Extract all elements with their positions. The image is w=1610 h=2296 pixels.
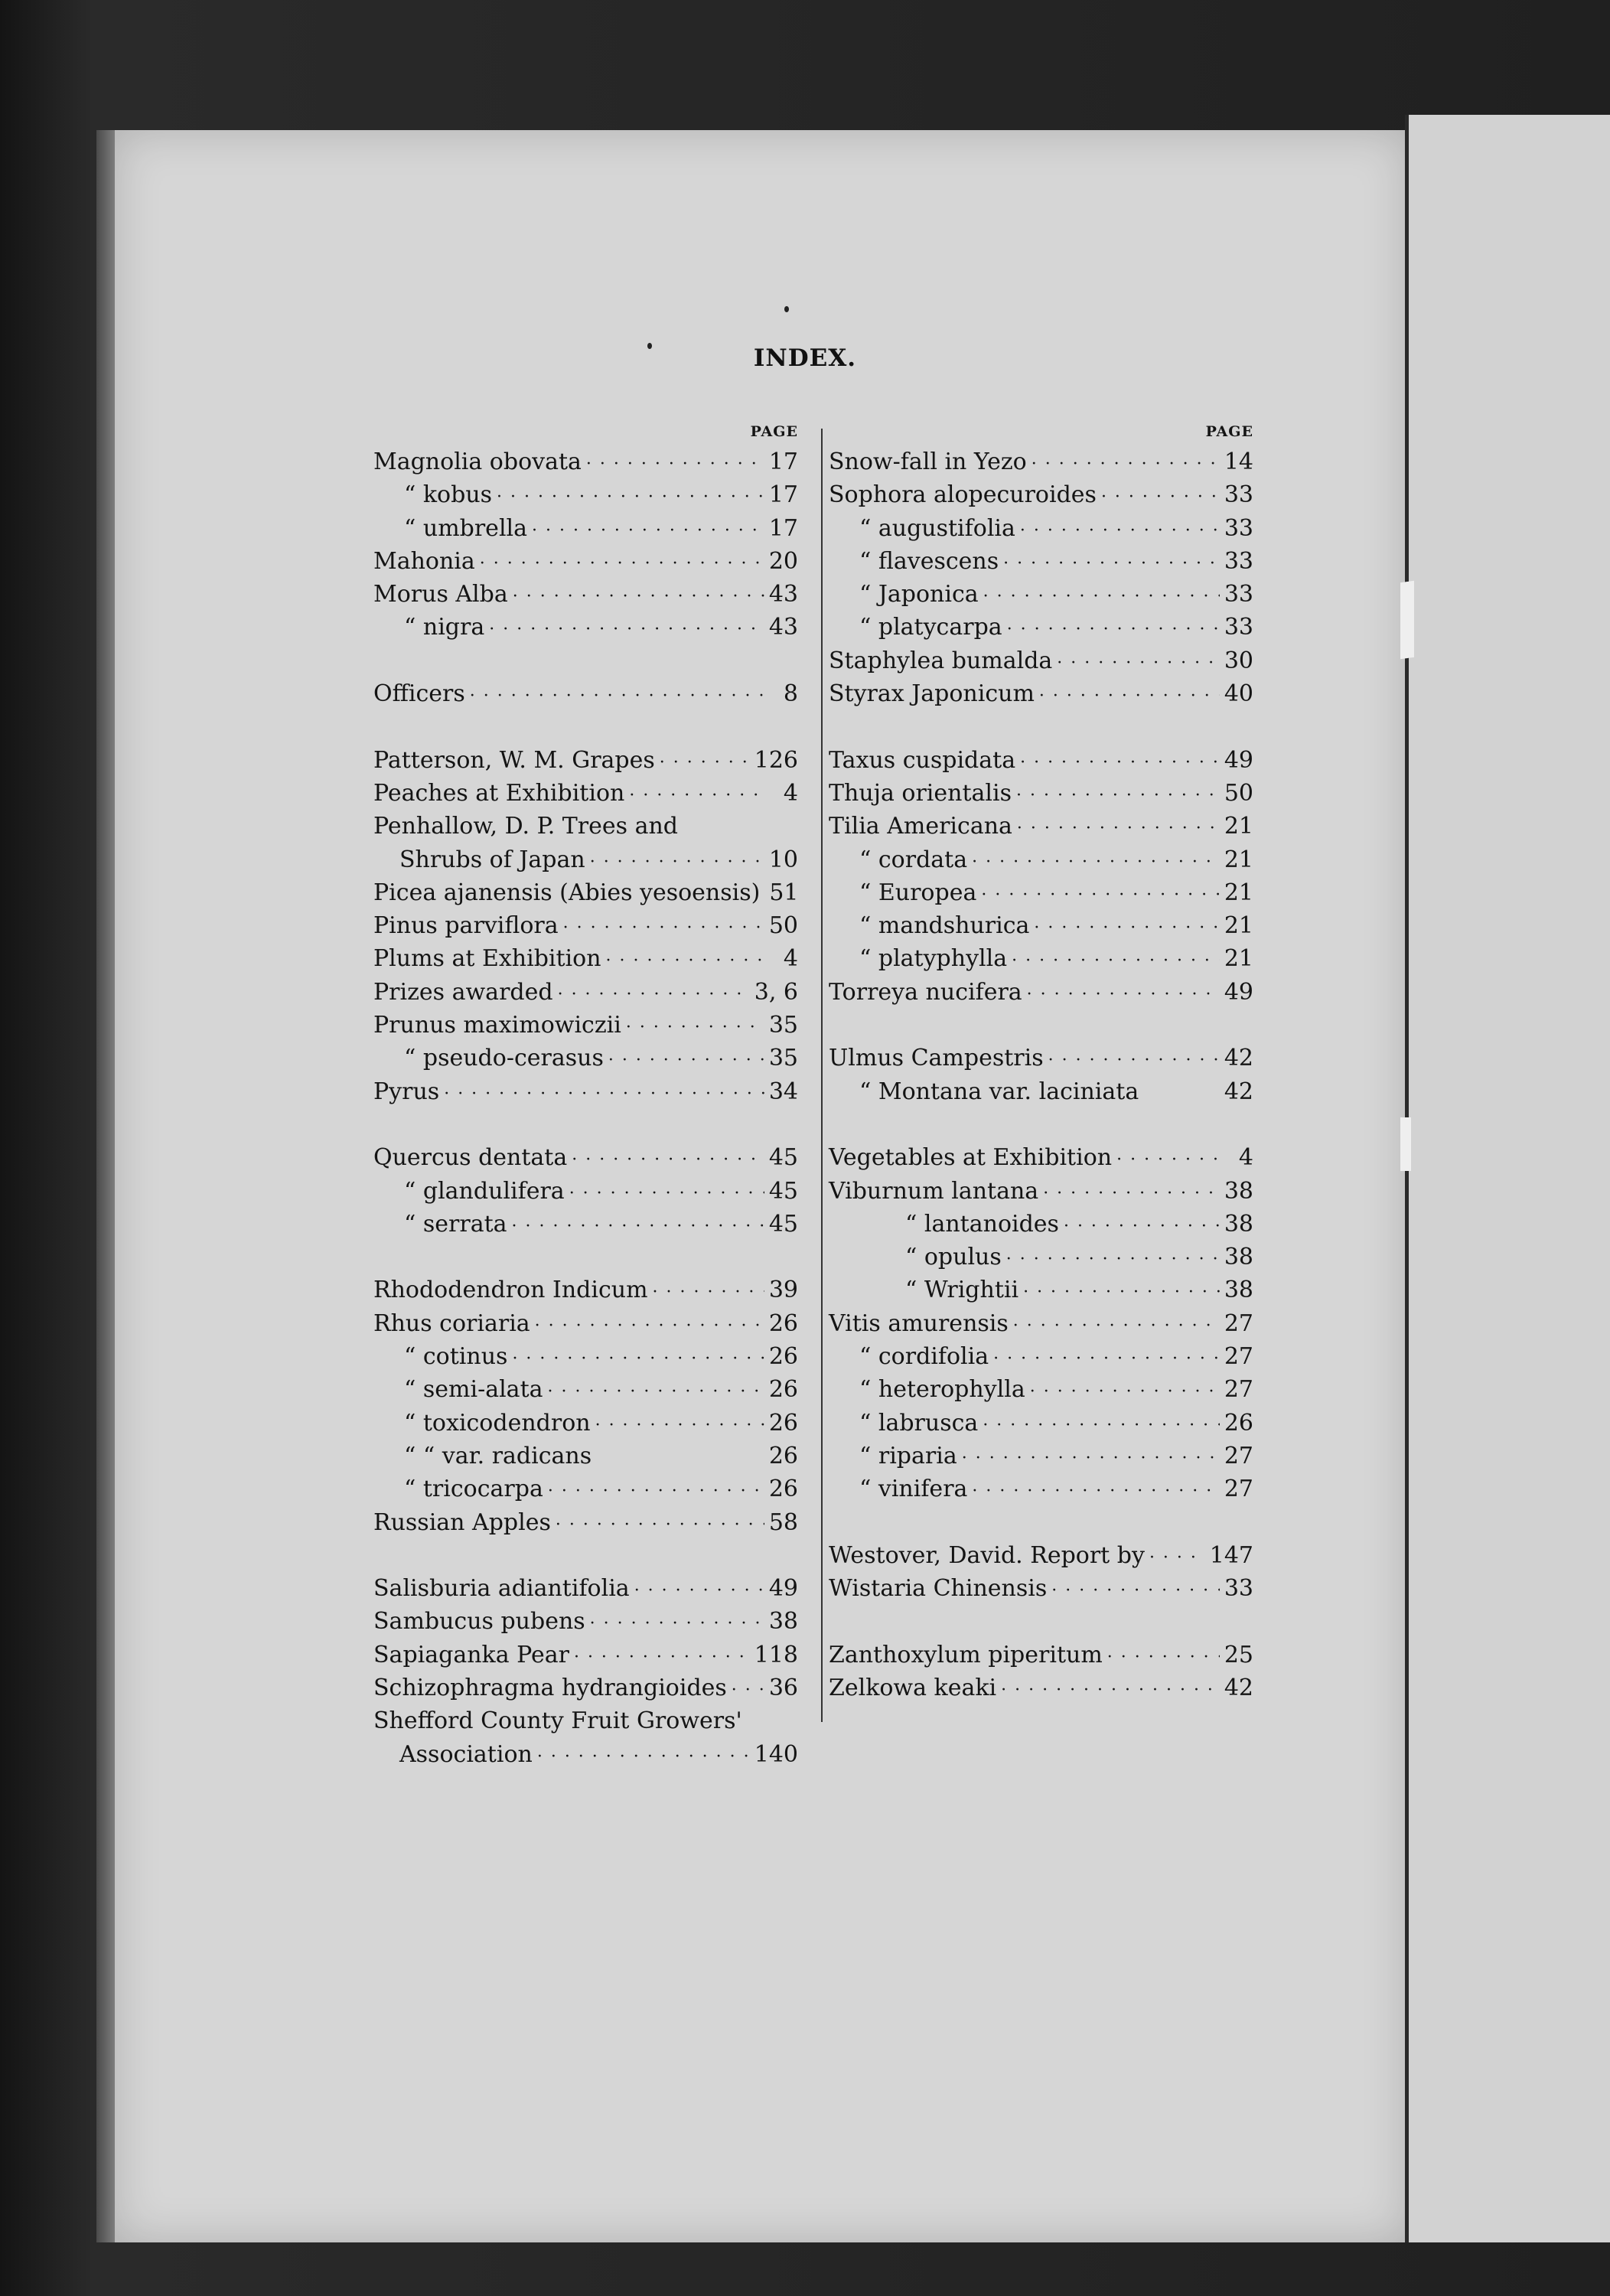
- index-entry: [829, 445, 1253, 478]
- entry-page-number: 147: [1209, 1541, 1253, 1569]
- index-entry: [373, 1175, 798, 1208]
- index-entry: [829, 578, 1253, 611]
- index-entry: [829, 1373, 1253, 1406]
- entry-label: Ulmus Campestris: [829, 1045, 1044, 1072]
- index-spacer: [373, 1539, 798, 1572]
- index-entry: [829, 512, 1253, 545]
- entry-page-number: 21: [1224, 945, 1253, 973]
- entry-label: “ cordata: [859, 846, 968, 873]
- index-entry: [829, 909, 1253, 942]
- entry-page-number: 26: [768, 1343, 798, 1371]
- leader-dots: [1012, 944, 1220, 977]
- leader-dots: [590, 1607, 764, 1640]
- leader-dots: [1064, 1210, 1220, 1243]
- entry-page-number: 17: [768, 481, 798, 509]
- entry-label: Shrubs of Japan: [399, 846, 585, 873]
- index-entry: [829, 744, 1253, 777]
- index-spacer: [829, 1009, 1253, 1042]
- entry-label: Vegetables at Exhibition: [829, 1144, 1113, 1172]
- leader-dots: [981, 879, 1219, 912]
- entry-page-number: 38: [1224, 1277, 1253, 1304]
- entry-label: Plums at Exhibition: [373, 945, 601, 973]
- leader-dots: [569, 1177, 764, 1210]
- index-entry: [373, 512, 798, 545]
- index-entry: [373, 1572, 798, 1605]
- column-divider: [821, 429, 823, 1722]
- entry-page-number: 4: [783, 945, 798, 973]
- entry-page-number: 33: [1224, 481, 1253, 509]
- leader-dots: [444, 1078, 764, 1110]
- index-entry: [829, 1671, 1253, 1704]
- index-spacer: [373, 1108, 798, 1141]
- entry-label: Sophora alopecuroides: [829, 481, 1097, 509]
- entry-page-number: 26: [768, 1376, 798, 1404]
- entry-label: “ Japonica: [859, 581, 979, 608]
- leader-dots: [1007, 613, 1220, 646]
- entry-label: “ vinifera: [859, 1476, 968, 1503]
- index-column-right: [829, 418, 1253, 1704]
- entry-label: “ augustifolia: [859, 514, 1015, 542]
- index-entry: [373, 976, 798, 1009]
- entry-page-number: 33: [1224, 547, 1253, 575]
- entry-label: Peaches at Exhibition: [373, 779, 625, 807]
- entry-label: “ flavescens: [859, 547, 999, 575]
- index-entry: [829, 1274, 1253, 1306]
- entry-page-number: 3, 6: [754, 978, 798, 1006]
- entry-label: “ pseudo-cerasus: [404, 1045, 604, 1072]
- leader-dots: [535, 1309, 764, 1342]
- entry-label: Torreya nucifera: [829, 978, 1022, 1006]
- index-entry: [373, 578, 798, 611]
- page-column-header: PAGE: [1205, 423, 1253, 440]
- index-entry: [373, 1671, 798, 1704]
- index-entry: [373, 777, 798, 810]
- leader-dots: [470, 680, 768, 713]
- index-entry: [373, 1639, 798, 1671]
- leader-dots: [595, 1409, 764, 1442]
- index-entry: [829, 1208, 1253, 1241]
- leader-dots: [972, 1475, 1219, 1508]
- entry-label: “ cordifolia: [859, 1343, 989, 1371]
- entry-label: Zelkowa keaki: [829, 1674, 997, 1701]
- entry-page-number: 17: [768, 514, 798, 542]
- entry-page-number: 20: [768, 547, 798, 575]
- entry-page-number: 43: [768, 614, 798, 641]
- index-entry: [373, 1605, 798, 1638]
- index-entry: [829, 1407, 1253, 1440]
- entry-page-number: 10: [768, 846, 798, 873]
- entry-label: “ umbrella: [404, 514, 528, 542]
- index-column-left: [373, 418, 798, 1771]
- entry-page-number: 38: [1224, 1244, 1253, 1271]
- leader-dots: [548, 1475, 764, 1508]
- leader-dots: [972, 846, 1220, 879]
- entry-page-number: 27: [1224, 1309, 1253, 1337]
- index-entry: [373, 677, 798, 710]
- entry-label: Magnolia obovata: [373, 448, 582, 475]
- entry-label: “ “ var. radicans: [404, 1442, 592, 1469]
- index-entry: [373, 1307, 798, 1340]
- leader-dots: [1032, 448, 1220, 481]
- index-entry: [373, 909, 798, 942]
- index-entry: [829, 876, 1253, 909]
- page-tear-lower: [1400, 1117, 1411, 1171]
- entry-page-number: 36: [768, 1674, 798, 1701]
- entry-label: Shefford County Fruit Growers': [373, 1707, 742, 1735]
- entry-page-number: 26: [768, 1309, 798, 1337]
- leader-dots: [572, 1143, 764, 1176]
- entry-page-number: 35: [768, 1012, 798, 1039]
- entry-page-number: 49: [768, 1575, 798, 1603]
- entry-page-number: 126: [754, 746, 798, 774]
- entry-page-number: 40: [1224, 680, 1253, 708]
- index-entry: [373, 611, 798, 644]
- index-entry: [829, 1473, 1253, 1505]
- leader-dots: [563, 912, 764, 944]
- index-entry: [829, 611, 1253, 644]
- leader-dots: [532, 514, 764, 547]
- entry-page-number: 27: [1224, 1476, 1253, 1503]
- index-entries-right: [829, 445, 1253, 1704]
- entry-page-number: 21: [1224, 846, 1253, 873]
- entry-page-number: 33: [1224, 1575, 1253, 1603]
- index-entry: [373, 1075, 798, 1108]
- leader-dots: [1043, 1177, 1220, 1210]
- index-entry: [829, 1639, 1253, 1671]
- entry-page-number: 38: [768, 1608, 798, 1636]
- index-entry: [373, 1704, 798, 1737]
- gutter-line: [1405, 115, 1409, 2242]
- entry-label: Association: [399, 1740, 533, 1768]
- leader-dots: [962, 1442, 1220, 1475]
- entry-label: Pinus parviflora: [373, 912, 559, 940]
- entry-page-number: 50: [768, 912, 798, 940]
- leader-dots: [1020, 746, 1220, 779]
- index-entry: [829, 545, 1253, 578]
- index-entry: [373, 1373, 798, 1406]
- leader-dots: [574, 1641, 750, 1674]
- index-entries-left: [373, 445, 798, 1771]
- entry-label: Russian Apples: [373, 1508, 551, 1536]
- index-entry: [829, 976, 1253, 1009]
- index-entry: [373, 744, 798, 777]
- index-entry: [373, 1141, 798, 1174]
- entry-label: Schizophragma hydrangioides: [373, 1674, 727, 1701]
- entry-label: Styrax Japonicum: [829, 680, 1035, 708]
- entry-label: “ platycarpa: [859, 614, 1002, 641]
- index-spacer: [829, 710, 1253, 743]
- entry-label: Thuja orientalis: [829, 779, 1012, 807]
- leader-dots: [513, 580, 764, 613]
- entry-page-number: 17: [768, 448, 798, 475]
- index-entry: [373, 1009, 798, 1042]
- entry-label: Sambucus pubens: [373, 1608, 585, 1636]
- index-entry: [829, 1539, 1253, 1572]
- entry-label: “ opulus: [905, 1244, 1002, 1271]
- leader-dots: [1016, 779, 1220, 812]
- index-entry: [373, 1407, 798, 1440]
- entry-page-number: 21: [1224, 912, 1253, 940]
- entry-page-number: 45: [768, 1210, 798, 1238]
- index-entry: [373, 876, 798, 909]
- leader-dots: [548, 1375, 764, 1408]
- index-entry: [829, 843, 1253, 876]
- entry-label: Prizes awarded: [373, 978, 553, 1006]
- leader-dots: [1048, 1044, 1220, 1077]
- index-entry: [829, 677, 1253, 710]
- leader-dots: [629, 779, 768, 812]
- page-column-header: PAGE: [750, 423, 798, 440]
- entry-label: “ cotinus: [404, 1343, 508, 1371]
- index-spacer: [829, 1108, 1253, 1141]
- leader-dots: [556, 1508, 764, 1541]
- entry-page-number: 118: [754, 1641, 798, 1668]
- facing-page: [1408, 115, 1610, 2242]
- leader-dots: [1051, 1574, 1220, 1607]
- leader-dots: [1039, 680, 1220, 713]
- entry-label: “ toxicodendron: [404, 1409, 591, 1437]
- leader-dots: [606, 944, 768, 977]
- leader-dots: [537, 1740, 750, 1773]
- entry-label: Staphylea bumalda: [829, 647, 1053, 674]
- leader-dots: [1001, 1674, 1220, 1707]
- entry-label: “ heterophylla: [859, 1376, 1025, 1404]
- leader-dots: [489, 613, 764, 646]
- index-entry: [829, 1572, 1253, 1605]
- index-entry: [829, 1075, 1253, 1108]
- index-entry: [829, 777, 1253, 810]
- entry-page-number: 49: [1224, 746, 1253, 774]
- entry-label: Taxus cuspidata: [829, 746, 1016, 774]
- entry-page-number: 42: [1224, 1674, 1253, 1701]
- leader-dots: [1017, 812, 1220, 845]
- entry-label: Snow-fall in Yezo: [829, 448, 1027, 475]
- entry-label: Picea ajanensis (Abies yesoensis): [373, 879, 761, 906]
- entry-page-number: 50: [1224, 779, 1253, 807]
- entry-page-number: 34: [768, 1078, 798, 1105]
- entry-label: Patterson, W. M. Grapes: [373, 746, 655, 774]
- index-entry: [829, 644, 1253, 677]
- entry-page-number: 140: [754, 1740, 798, 1768]
- entry-page-number: 30: [1224, 647, 1253, 674]
- leader-dots: [512, 1210, 764, 1243]
- leader-dots: [1149, 1541, 1205, 1574]
- entry-page-number: 38: [1224, 1177, 1253, 1205]
- entry-page-number: 27: [1224, 1376, 1253, 1404]
- entry-page-number: 43: [768, 581, 798, 608]
- entry-page-number: 58: [768, 1508, 798, 1536]
- index-entry: [373, 545, 798, 578]
- index-spacer: [373, 710, 798, 743]
- entry-label: Rhododendron Indicum: [373, 1277, 648, 1304]
- index-entry: [829, 1042, 1253, 1075]
- entry-label: “ Montana var. laciniata: [859, 1078, 1139, 1105]
- entry-label: Vitis amurensis: [829, 1309, 1009, 1337]
- leader-dots: [1101, 481, 1220, 514]
- index-entry: [373, 478, 798, 511]
- leader-dots: [993, 1342, 1220, 1375]
- leader-dots: [732, 1674, 764, 1707]
- index-spacer: [829, 1605, 1253, 1638]
- leader-dots: [586, 448, 764, 481]
- entry-page-number: 26: [1224, 1409, 1253, 1437]
- entry-page-number: 27: [1224, 1442, 1253, 1469]
- entry-label: “ labrusca: [859, 1409, 979, 1437]
- index-spacer: [373, 644, 798, 677]
- entry-page-number: 4: [1238, 1144, 1253, 1172]
- index-entry: [373, 1440, 798, 1473]
- leader-dots: [1057, 647, 1220, 680]
- entry-page-number: 45: [768, 1177, 798, 1205]
- leader-dots: [1006, 1243, 1220, 1276]
- index-entry: [373, 843, 798, 876]
- index-entry: [373, 1473, 798, 1505]
- leader-dots: [1027, 978, 1220, 1011]
- entry-label: Quercus dentata: [373, 1144, 568, 1172]
- entry-label: “ tricocarpa: [404, 1476, 543, 1503]
- page-title: INDEX.: [753, 344, 857, 372]
- entry-label: Officers: [373, 680, 465, 708]
- index-entry: [829, 1307, 1253, 1340]
- entry-page-number: 51: [769, 879, 799, 906]
- entry-page-number: 35: [768, 1045, 798, 1072]
- entry-label: Sapiaganka Pear: [373, 1641, 569, 1668]
- leader-dots: [1030, 1375, 1220, 1408]
- entry-label: “ Europea: [859, 879, 977, 906]
- leader-dots: [558, 978, 750, 1011]
- entry-label: Wistaria Chinensis: [829, 1575, 1048, 1603]
- index-spacer: [373, 1241, 798, 1274]
- index-spacer: [829, 1506, 1253, 1539]
- entry-page-number: 33: [1224, 614, 1253, 641]
- entry-label: Rhus coriaria: [373, 1309, 530, 1337]
- entry-page-number: 26: [768, 1409, 798, 1437]
- leader-dots: [1003, 547, 1220, 580]
- index-entry: [829, 1340, 1253, 1373]
- index-entry: [373, 1506, 798, 1539]
- speck-mark: [784, 306, 789, 312]
- entry-label: “ platyphylla: [859, 945, 1008, 973]
- entry-page-number: 25: [1224, 1641, 1253, 1668]
- entry-page-number: 49: [1224, 978, 1253, 1006]
- entry-label: “ nigra: [404, 614, 485, 641]
- leader-dots: [634, 1574, 764, 1607]
- leader-dots: [1034, 912, 1219, 944]
- entry-page-number: 45: [768, 1144, 798, 1172]
- entry-page-number: 26: [768, 1442, 798, 1469]
- entry-page-number: 39: [768, 1277, 798, 1304]
- entry-label: Pyrus: [373, 1078, 440, 1105]
- entry-label: “ semi-alata: [404, 1376, 543, 1404]
- index-entry: [373, 1738, 798, 1771]
- entry-label: “ riparia: [859, 1442, 957, 1469]
- page-tear: [1400, 581, 1414, 660]
- leader-dots: [480, 547, 764, 580]
- entry-page-number: 4: [783, 779, 798, 807]
- index-entry: [373, 445, 798, 478]
- index-entry: [829, 942, 1253, 975]
- entry-page-number: 27: [1224, 1343, 1253, 1371]
- leader-dots: [1020, 514, 1220, 547]
- leader-dots: [512, 1342, 764, 1375]
- entry-label: “ glandulifera: [404, 1177, 565, 1205]
- leader-dots: [1023, 1276, 1220, 1309]
- index-entry: [829, 478, 1253, 511]
- index-entry: [829, 1241, 1253, 1274]
- index-entry: [373, 942, 798, 975]
- entry-page-number: 26: [768, 1476, 798, 1503]
- entry-page-number: 38: [1224, 1210, 1253, 1238]
- leader-dots: [983, 580, 1220, 613]
- entry-page-number: 33: [1224, 581, 1253, 608]
- entry-label: Morus Alba: [373, 581, 508, 608]
- entry-label: “ mandshurica: [859, 912, 1030, 940]
- entry-page-number: 42: [1224, 1078, 1253, 1105]
- leader-dots: [653, 1276, 764, 1309]
- entry-label: Penhallow, D. P. Trees and: [373, 813, 678, 840]
- entry-page-number: 42: [1224, 1045, 1253, 1072]
- entry-label: Prunus maximowiczii: [373, 1012, 621, 1039]
- entry-label: Westover, David. Report by: [829, 1541, 1145, 1569]
- entry-page-number: 8: [783, 680, 798, 708]
- index-entry: [373, 1340, 798, 1373]
- index-entry: [373, 1208, 798, 1241]
- entry-page-number: 21: [1224, 813, 1253, 840]
- entry-label: Mahonia: [373, 547, 475, 575]
- index-entry: [373, 1042, 798, 1075]
- entry-label: Salisburia adiantifolia: [373, 1575, 630, 1603]
- entry-label: “ Wrightii: [905, 1277, 1019, 1304]
- leader-dots: [983, 1409, 1220, 1442]
- leader-dots: [608, 1044, 764, 1077]
- entry-page-number: 14: [1224, 448, 1253, 475]
- entry-label: “ lantanoides: [905, 1210, 1059, 1238]
- leader-dots: [590, 846, 764, 879]
- leader-dots: [497, 481, 764, 514]
- entry-label: Zanthoxylum piperitum: [829, 1641, 1103, 1668]
- leader-dots: [660, 746, 750, 779]
- leader-dots: [1013, 1309, 1220, 1342]
- entry-label: Viburnum lantana: [829, 1177, 1039, 1205]
- index-entry: [829, 1175, 1253, 1208]
- index-entry: [373, 810, 798, 843]
- index-entry: [829, 1141, 1253, 1174]
- entry-label: “ kobus: [404, 481, 493, 509]
- entry-page-number: 21: [1224, 879, 1253, 906]
- leader-dots: [1116, 1143, 1223, 1176]
- index-entry: [373, 1274, 798, 1306]
- index-entry: [829, 810, 1253, 843]
- entry-label: “ serrata: [404, 1210, 507, 1238]
- entry-label: Tilia Americana: [829, 813, 1012, 840]
- entry-page-number: 33: [1224, 514, 1253, 542]
- leader-dots: [1107, 1641, 1220, 1674]
- index-entry: [829, 1440, 1253, 1473]
- leader-dots: [626, 1011, 764, 1044]
